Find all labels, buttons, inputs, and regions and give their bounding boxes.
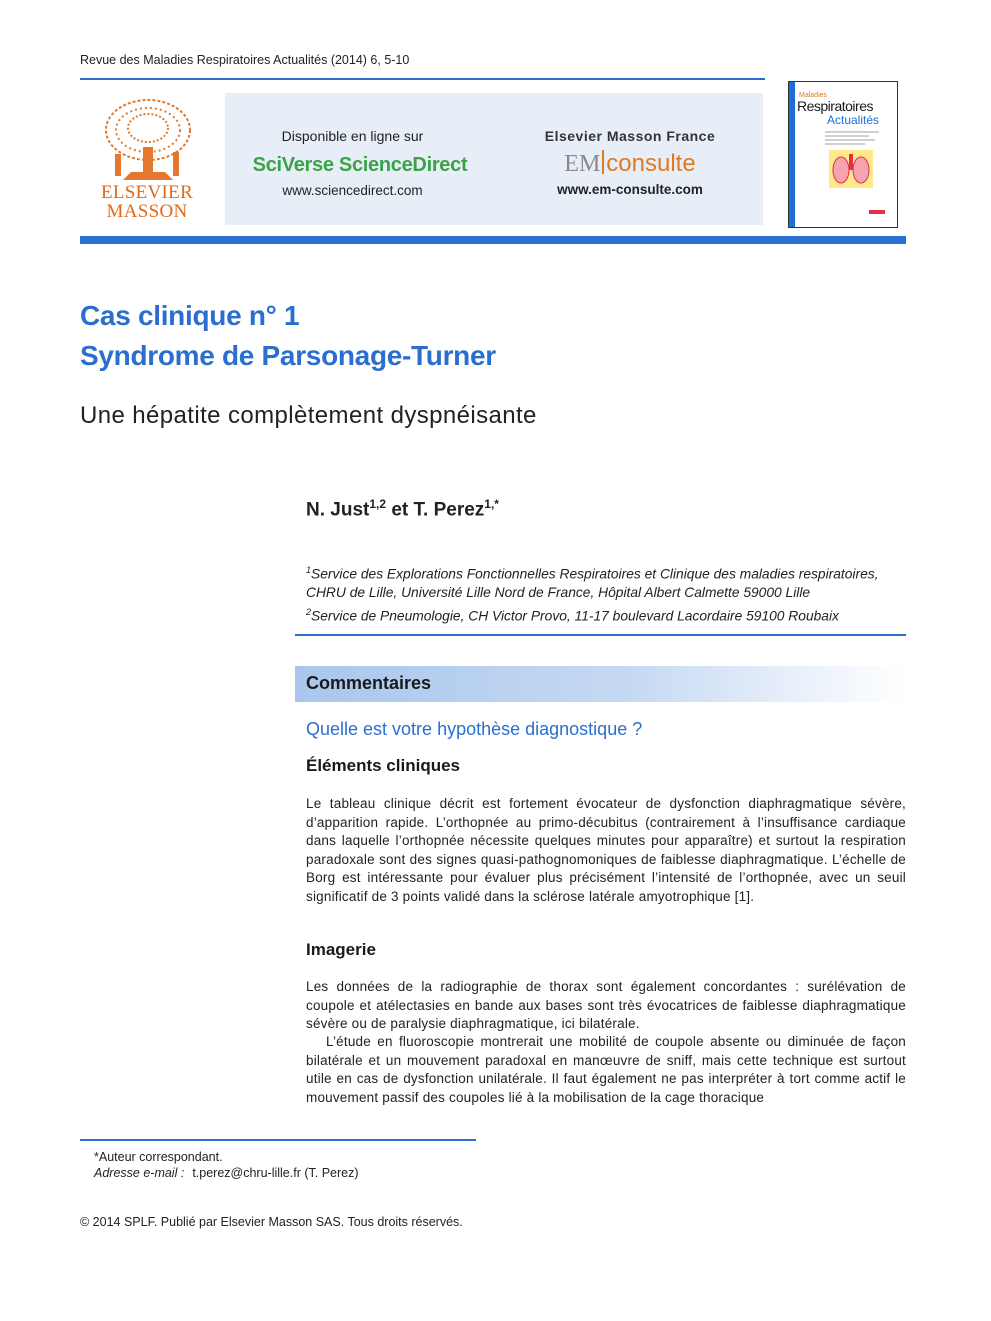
wordmark-line-2: MASSON xyxy=(106,201,188,222)
em-publisher-label: Elsevier Masson France xyxy=(544,128,716,144)
subheading-imaging: Imagerie xyxy=(306,940,376,959)
cover-title-line-1: Respiratoires xyxy=(797,98,873,114)
cover-title-line-2: Actualités xyxy=(827,113,880,127)
title-line-2: Syndrome de Parsonage-Turner xyxy=(80,340,496,371)
affiliation-text: Service de Pneumologie, CH Victor Provo, 11-17 boulevard Lacordaire 59100 Roubaix xyxy=(311,608,839,624)
journal-cover-thumbnail xyxy=(788,81,898,228)
paragraph-imaging-2: L’étude en fluoroscopie montrerait une mobilité de coupole absente ou diminuée de façon bilatérale et un mouvement paradoxal en manœuvre de sniff, mais cette technique est surtout utile en cas de dysfonction unilatérale. Il faut également ne pas interpréter à tort comme actif le mouvement passif des coupoles lié à la mobilisation de la cage thoracique xyxy=(306,1034,906,1105)
affiliation-sup: 1 xyxy=(306,565,312,575)
author-name: N. Just xyxy=(306,499,370,521)
wordmark-line-1: ELSEVIER xyxy=(100,182,194,203)
affiliation-item xyxy=(306,603,906,626)
email-value[interactable]: t.perez@chru-lille.fr (T. Perez) xyxy=(192,1166,359,1180)
section-question-heading: Quelle est votre hypothèse diagnostique ? xyxy=(306,719,643,739)
corresponding-author-note: *Auteur correspondant. xyxy=(94,1150,223,1164)
em-logo-consulte: consulte xyxy=(606,150,696,177)
affiliation-sup: 2 xyxy=(306,606,312,617)
em-consulte-url[interactable]: www.em-consulte.com xyxy=(557,182,703,197)
author-connector: et xyxy=(391,499,409,521)
author-affiliation-sup: 1,* xyxy=(484,497,499,511)
paragraph-clinical-elements: Le tableau clinique décrit est fortement évocateur de dysfonction diaphragmatique sévère, d’apparition rapide. L’orthopnée au primo-décubitus (contrairement à l’insuffisance cardiaque dans laquelle l’orthopnée nécessite quelques minutes pour apparaître) et surtout la respiration paradoxale sont des signes quasi-pathognomoniques de faiblesse diaphragmatique. L’échelle de Borg est intéressante pour évaluer plus précisément l’intensité de l’orthopnée, avec un seuil significatif de 3 points validé dans la sclérose latérale amyotrophique [1]. xyxy=(306,796,906,904)
author-name: T. Perez xyxy=(413,499,485,521)
cover-small-title: Maladies xyxy=(799,92,828,99)
section-header-label: Commentaires xyxy=(306,673,432,693)
section-rule xyxy=(295,634,906,636)
sciencedirect-logo[interactable]: SciVerse ScienceDirect xyxy=(252,154,468,176)
article-subtitle: Une hépatite complètement dyspnéisante xyxy=(80,402,537,429)
journal-reference: Revue des Maladies Respiratoires Actualités (2014) 6, 5-10 xyxy=(80,53,410,67)
affiliation-text: Service des Explorations Fonctionnelles Respiratoires et Clinique des maladies respiratoires, CHRU de Lille, Université Lille Nord de France, Hôpital Albert Calmette 59000 Lille xyxy=(306,566,879,601)
header-rule xyxy=(80,78,765,80)
author-list xyxy=(306,497,499,521)
paragraph-imaging-1: Les données de la radiographie de thorax sont également concordantes : surélévation de coupole et atélectasies en bande aux bases sont très évocatrices de faiblesse diaphragmatique sévère ou de paralysie diaphragmatique, ici bilatérale. xyxy=(306,979,906,1031)
header-blue-bar xyxy=(80,236,906,244)
author-affiliation-sup: 1,2 xyxy=(369,497,387,511)
elsevier-masson-wordmark xyxy=(88,183,206,221)
sciencedirect-url[interactable]: www.sciencedirect.com xyxy=(282,183,423,198)
title-line-1: Cas clinique n° 1 xyxy=(80,300,300,331)
affiliation-item xyxy=(306,561,906,603)
footnote-rule xyxy=(80,1139,476,1141)
em-logo-em: EM xyxy=(564,151,601,177)
em-logo-separator xyxy=(602,150,604,174)
cover-lungs-illustration-icon xyxy=(789,82,897,227)
subheading-clinical-elements: Éléments cliniques xyxy=(306,756,460,775)
article-title xyxy=(80,296,496,376)
copyright-notice: © 2014 SPLF. Publié par Elsevier Masson SAS. Tous droits réservés. xyxy=(80,1215,463,1229)
em-consulte-logo[interactable] xyxy=(520,150,740,178)
affiliations xyxy=(306,561,906,626)
sciencedirect-available-label: Disponible en ligne sur xyxy=(281,128,424,144)
email-label: Adresse e-mail : xyxy=(94,1166,185,1180)
corresponding-email xyxy=(94,1166,359,1180)
